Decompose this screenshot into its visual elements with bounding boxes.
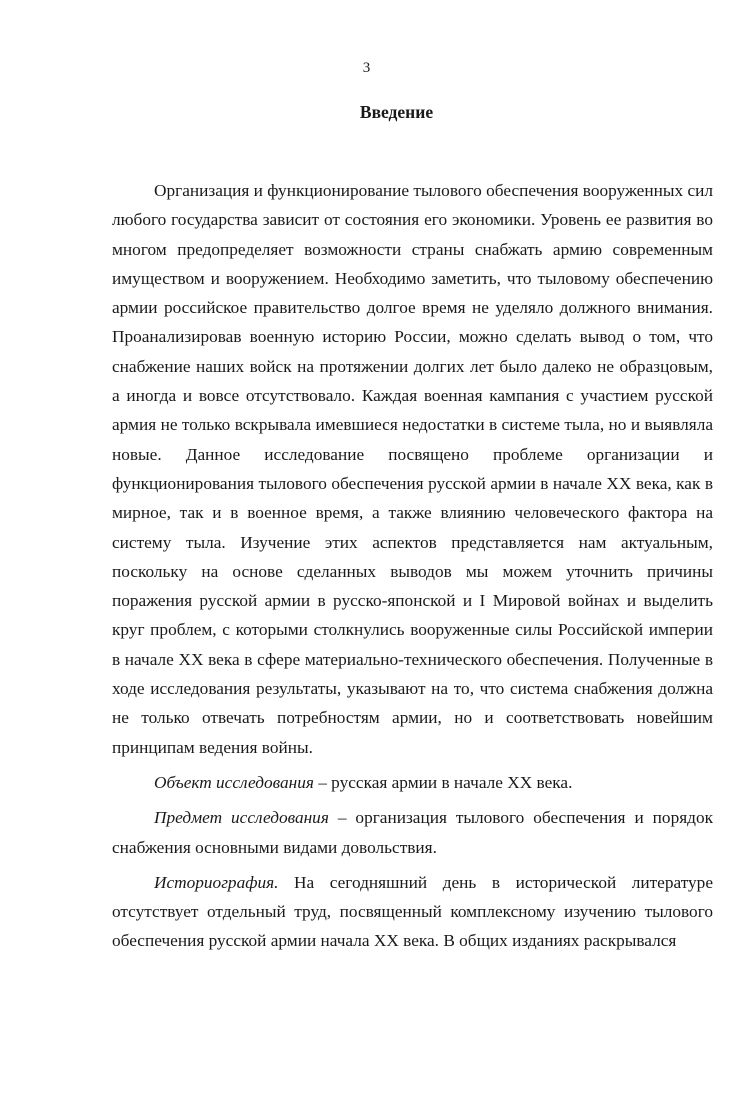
paragraph-subject (112, 803, 713, 862)
paragraph-object-lead: Объект исследования (154, 772, 314, 792)
paragraph-subject-lead: Предмет исследования (154, 808, 329, 828)
paragraph-intro-text: Организация и функционирование тылового обеспечения вооруженных сил любого государства зависит от состояния его экономики. Уровень ее развития во многом предопределяет возможности страны снабжать армию современным имуществом и вооружением. Необходимо заметить, что тыловому обеспечению армии российское правительство долгое время не уделяло должного внимания. Проанализировав военную историю России, можно сделать вывод о том, что снабжение наших войск на протяжении долгих лет было далеко не образцовым, а иногда и вовсе отсутствовало. Каждая военная кампания с участием русской армия не только вскрывала имевшиеся недостатки в системе тыла, но и выявляла новые. Данное исследование посвящено проблеме организации и функционирования тылового обеспечения русской армии в начале XX века, как в мирное, так и в военное время, а также влиянию человеческого фактора на систему тыла. Изучение этих аспектов представляется нам актуальным, поскольку на основе сделанных выводов мы можем уточнить причины поражения русской армии в русско-японской и I Мировой войнах и выделить круг проблем, с которыми столкнулись вооруженные силы Российской империи в начале XX века в сфере материально-технического обеспечения. Полученные в ходе исследования результаты, указывают на то, что система снабжения должна не только отвечать потребностям армии, но и соответствовать новейшим принципам ведения войны. (112, 181, 713, 757)
paragraph-object (112, 768, 713, 797)
body-text (112, 176, 713, 956)
page-number: 3 (362, 60, 371, 76)
paragraph-historiography-lead: Историография. (154, 872, 279, 892)
paragraph-historiography (112, 868, 713, 956)
paragraph-subject-text: – организация тылового обеспечения и порядок снабжения основными видами довольствия. (112, 808, 713, 857)
paragraph-historiography-text: На сегодняшний день в исторической литературе отсутствует отдельный труд, посвященный комплексному изучению тылового обеспечения русской армии начала XX века. В общих изданиях раскрывался (112, 872, 713, 951)
paragraph-intro (112, 176, 713, 762)
paragraph-object-text: – русская армии в начале XX века. (313, 772, 573, 792)
section-title: Введение (359, 102, 434, 122)
